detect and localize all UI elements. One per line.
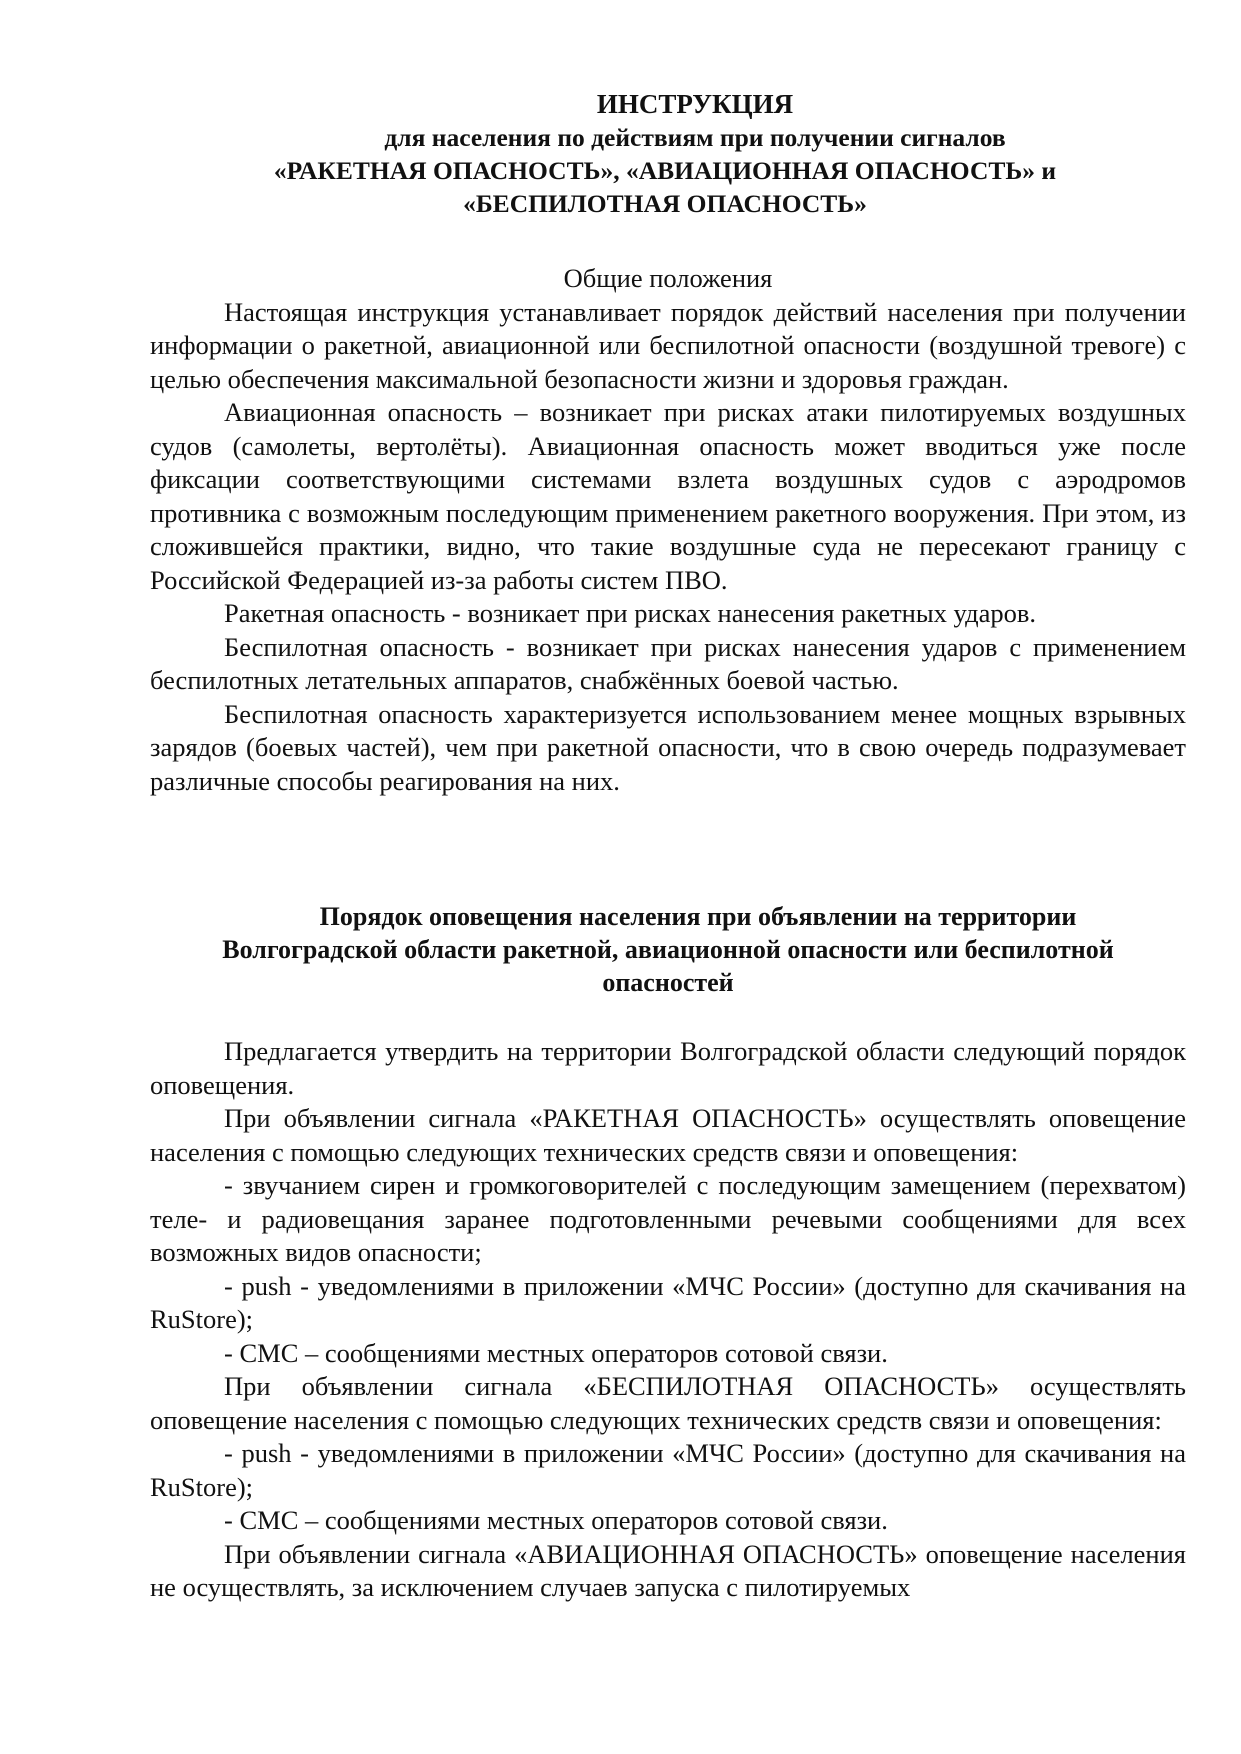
notification-heading-line-2: Волгоградской области ракетной, авиационной опасности или беспилотной xyxy=(222,935,1114,964)
paragraph: Настоящая инструкция устанавливает порядок действий населения при получении информации о ракетной, авиационной или беспилотной опасности (воздушной тревоге) с целью обеспечения максимальной безопасности жизни и здоровья граждан. xyxy=(150,296,1186,394)
title-line-3: «РАКЕТНАЯ ОПАСНОСТЬ», «АВИАЦИОННАЯ ОПАСНОСТЬ» и xyxy=(273,156,1057,185)
paragraph: Беспилотная опасность характеризуется использованием менее мощных взрывных зарядов (боевых частей), чем при ракетной опасности, что в свою очередь подразумевает различные способы реагирования на них. xyxy=(150,698,1186,796)
section-heading-general: Общие положения xyxy=(563,263,773,293)
paragraph: Предлагается утвердить на территории Волгоградской области следующий порядок оповещения. xyxy=(150,1036,1186,1100)
paragraph: При объявлении сигнала «АВИАЦИОННАЯ ОПАСНОСТЬ» оповещение населения не осуществлять, за исключением случаев запуска с пилотируемых xyxy=(150,1538,1186,1602)
notification-heading xyxy=(150,900,1186,999)
title-line-1: ИНСТРУКЦИЯ xyxy=(596,89,794,119)
notification-section xyxy=(150,1035,1186,1605)
list-item: - push - уведомлениями в приложении «МЧС России» (доступно для скачивания на RuStore); xyxy=(150,1438,1186,1502)
notification-heading-line-3: опасностей xyxy=(602,968,734,997)
paragraph: При объявлении сигнала «БЕСПИЛОТНАЯ ОПАСНОСТЬ» осуществлять оповещение населения с помощью следующих технических средств связи и оповещения: xyxy=(150,1371,1186,1435)
paragraph: Авиационная опасность – возникает при рисках атаки пилотируемых воздушных судов (самолеты, вертолёты). Авиационная опасность может вводиться уже после фиксации соответствующими системами взлета воздушных судов с аэродромов противника с возможным последующим применением ракетного вооружения. При этом, из сложившейся практики, видно, что такие воздушные суда не пересекают границу с Российской Федерацией из-за работы систем ПВО. xyxy=(150,397,1186,595)
paragraph: Ракетная опасность - возникает при рисках нанесения ракетных ударов. xyxy=(224,598,1036,628)
list-item: - push - уведомлениями в приложении «МЧС России» (доступно для скачивания на RuStore); xyxy=(150,1270,1186,1334)
general-section xyxy=(150,262,1186,798)
list-item: - звучанием сирен и громкоговорителей с последующим замещением (перехватом) теле- и радиовещания заранее подготовленными речевыми сообщениями для всех возможных видов опасности; xyxy=(150,1170,1186,1267)
paragraph: Беспилотная опасность - возникает при рисках нанесения ударов с применением беспилотных летательных аппаратов, снабжённых боевой частью. xyxy=(150,631,1186,695)
title-line-2: для населения по действиям при получении сигналов xyxy=(384,123,1006,152)
paragraph: При объявлении сигнала «РАКЕТНАЯ ОПАСНОСТЬ» осуществлять оповещение населения с помощью следующих технических средств связи и оповещения: xyxy=(150,1103,1186,1167)
list-item: - СМС – сообщениями местных операторов сотовой связи. xyxy=(224,1505,888,1535)
notification-heading-line-1: Порядок оповещения населения при объявлении на территории xyxy=(319,902,1077,931)
title-line-4: «БЕСПИЛОТНАЯ ОПАСНОСТЬ» xyxy=(463,189,867,218)
list-item: - СМС – сообщениями местных операторов сотовой связи. xyxy=(224,1337,888,1368)
document-title xyxy=(150,88,1180,220)
